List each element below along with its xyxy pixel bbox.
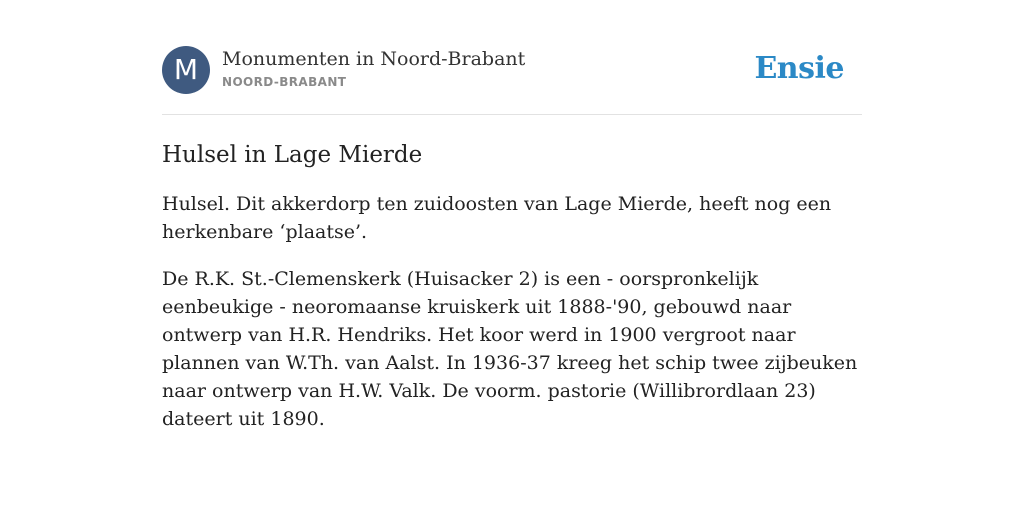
source-header [162, 46, 862, 115]
article-title: Hulsel in Lage Mierde [162, 142, 423, 168]
source-subtitle: NOORD-BRABANT [222, 75, 347, 89]
avatar[interactable]: M [162, 46, 210, 94]
article-paragraph-1: Hulsel. Dit akkerdorp ten zuidoosten van Lage Mierde, heeft nog een herkenbare ‘plaatse’. [162, 193, 832, 243]
ensie-logo[interactable]: Ensie [754, 51, 844, 86]
source-title[interactable]: Monumenten in Noord-Brabant [222, 48, 526, 70]
article-paragraph-2: De R.K. St.-Clemenskerk (Huisacker 2) is een - oorspronkelijk eenbeukige - neoromaanse kruiskerk uit 1888-'90, gebouwd naar ontwerp van H.R. Hendriks. Het koor werd in 1900 vergroot naar plannen van W.Th. van Aalst. In 1936-37 kreeg het schip twee zijbeuken naar ontwerp van H.W. Valk. De voorm. pastorie (Willibrordlaan 23) dateert uit 1890. [162, 268, 858, 430]
entry-card [162, 46, 862, 433]
